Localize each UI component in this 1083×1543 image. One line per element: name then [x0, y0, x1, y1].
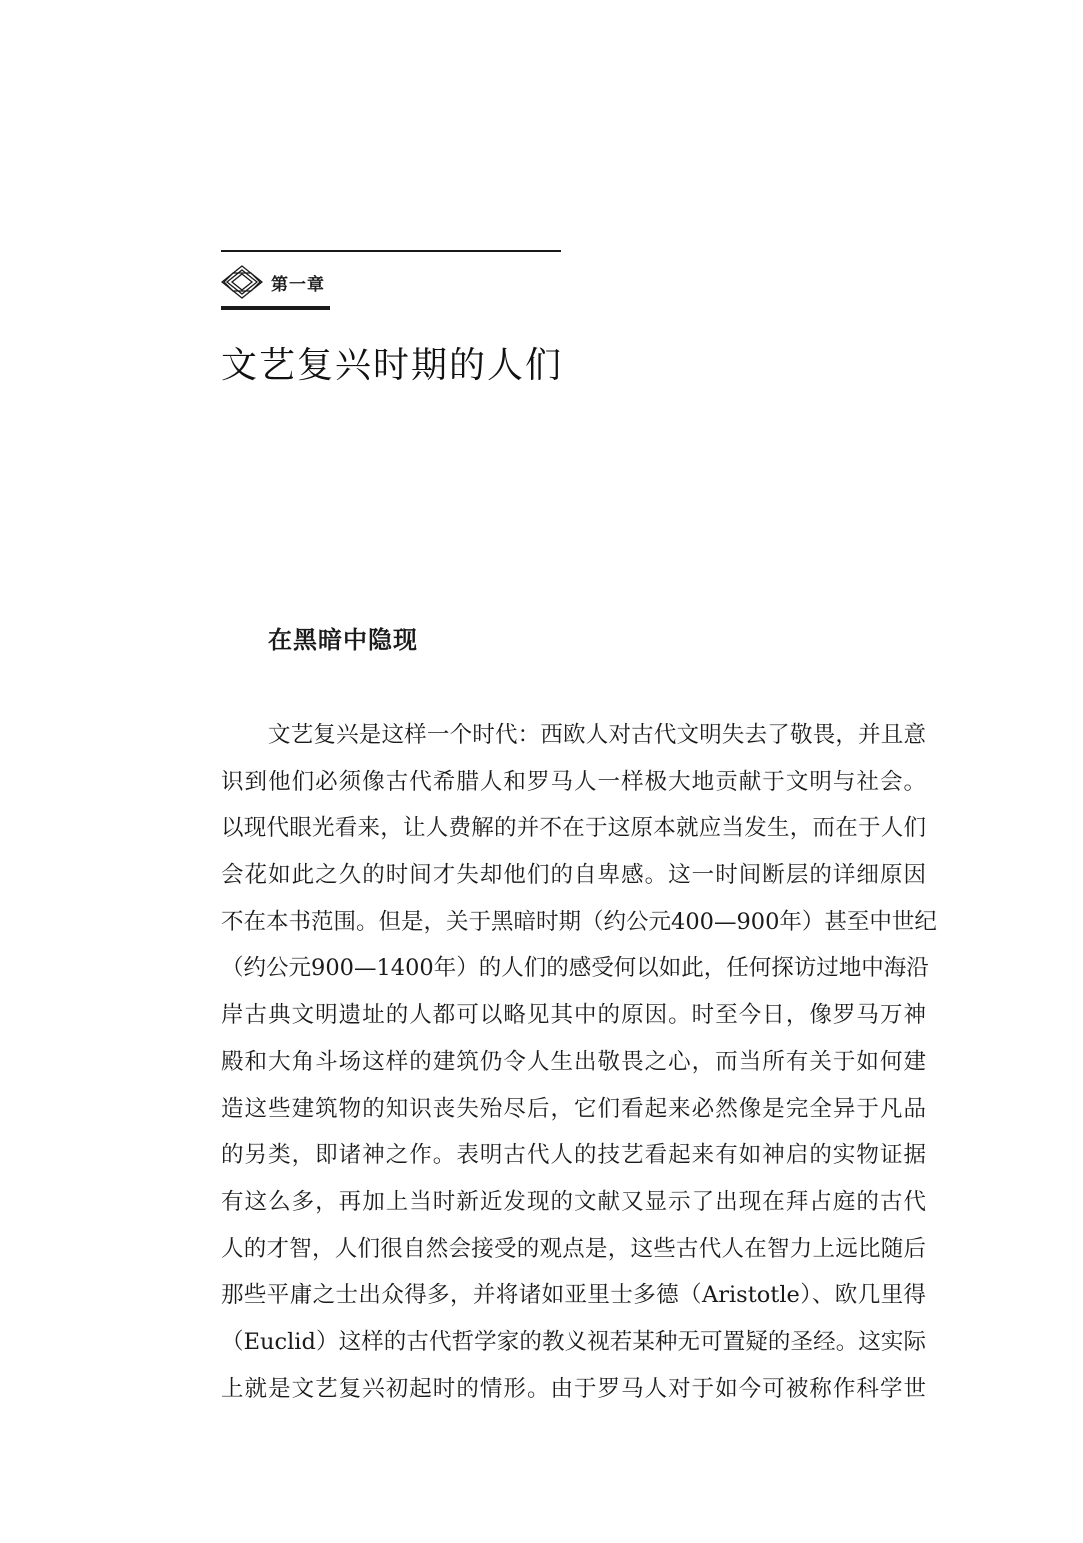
- chapter-title: 文艺复兴时期的人们: [221, 345, 564, 386]
- body-line: （Euclid）这样的古代哲学家的教义视若某种无可置疑的圣经。这实际: [221, 1328, 926, 1355]
- body-paragraph: [221, 712, 937, 1412]
- body-line: 识到他们必须像古代希腊人和罗马人一样极大地贡献于文明与社会。: [221, 768, 926, 795]
- body-line: 殿和大角斗场这样的建筑仍令人生出敬畏之心，而当所有关于如何建: [221, 1048, 926, 1075]
- body-line: 的另类，即诸神之作。表明古代人的技艺看起来有如神启的实物证据: [221, 1142, 926, 1169]
- body-line: 岸古典文明遗址的人都可以略见其中的原因。时至今日，像罗马万神: [221, 1002, 926, 1029]
- body-line: （约公元900—1400年）的人们的感受何以如此，任何探访过地中海沿: [221, 955, 929, 982]
- body-line: 那些平庸之士出众得多，并将诸如亚里士多德（Aristotle）、欧几里得: [221, 1282, 926, 1309]
- body-line: 人的才智，人们很自然会接受的观点是，这些古代人在智力上远比随后: [221, 1235, 926, 1262]
- section-heading: 在黑暗中隐现: [268, 626, 418, 654]
- body-line: 不在本书范围。但是，关于黑暗时期（约公元400—900年）甚至中世纪: [221, 908, 937, 935]
- chapter-label-underline: [221, 306, 330, 310]
- body-line: 有这么多，再加上当时新近发现的文献又显示了出现在拜占庭的古代: [221, 1188, 926, 1215]
- chapter-label: 第一章: [271, 274, 325, 295]
- ornament-diamond-icon: [221, 265, 263, 299]
- chapter-top-rule: [221, 250, 561, 252]
- body-line: 会花如此之久的时间才失却他们的自卑感。这一时间断层的详细原因: [221, 862, 926, 889]
- body-line: 文艺复兴是这样一个时代：西欧人对古代文明失去了敬畏，并且意: [268, 722, 926, 748]
- body-line: 造这些建筑物的知识丧失殆尽后，它们看起来必然像是完全异于凡品: [221, 1095, 926, 1122]
- chapter-header: [221, 264, 325, 300]
- body-line: 以现代眼光看来，让人费解的并不在于这原本就应当发生，而在于人们: [221, 815, 926, 842]
- body-line: 上就是文艺复兴初起时的情形。由于罗马人对于如今可被称作科学世: [221, 1375, 926, 1402]
